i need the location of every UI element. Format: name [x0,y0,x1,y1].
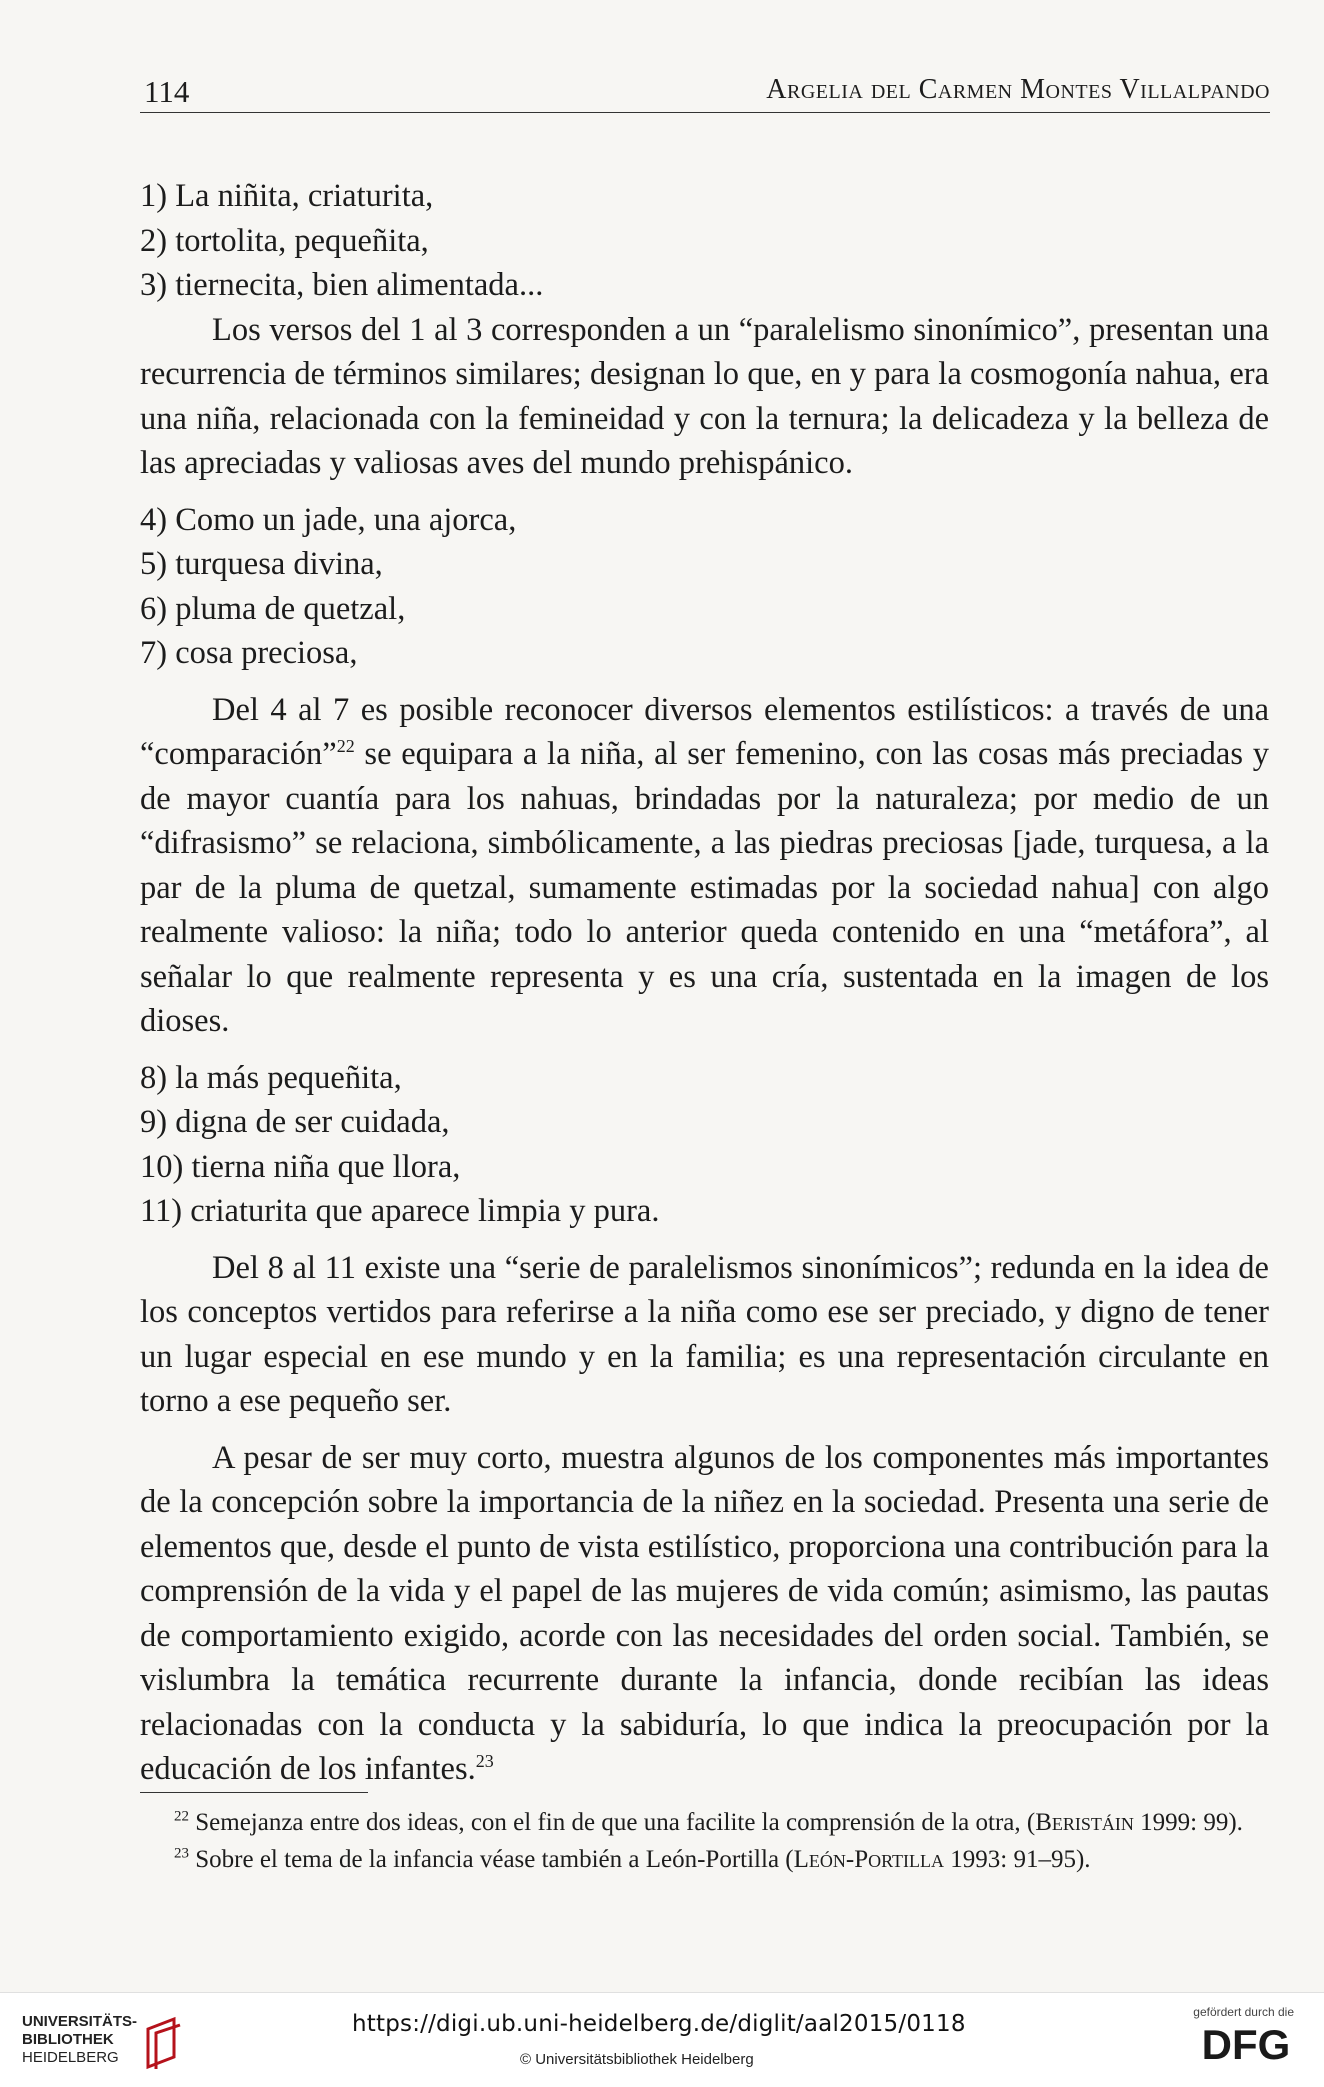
body-text [140,174,1269,1792]
verse-line: 2) tortolita, pequeñita, [140,222,429,259]
paragraph-3: Del 8 al 11 existe una “serie de paralelismos sinonímicos”; redunda en la idea de los conceptos vertidos para referirse a la niña como ese ser preciado, y digno de tener un lugar especial en ese mundo y en la familia; es una representación circulante en torno a ese pequeño ser. [140,1249,1269,1419]
copyright-notice: © Universitätsbibliothek Heidelberg [520,2051,754,2068]
verse-line: 3) tiernecita, bien alimentada... [140,267,544,303]
permalink-url[interactable]: https://digi.ub.uni-heidelberg.de/diglit/aal2015/0118 [352,2011,966,2037]
verse-line: 9) digna de ser cuidada, [140,1104,450,1140]
library-name-line3: HEIDELBERG [22,2049,119,2066]
university-library-logo[interactable] [22,2013,192,2071]
library-name [22,2013,137,2067]
paragraph-4 [140,1436,1269,1792]
verse-group-1 [140,174,1269,308]
footnote-number: 23 [174,1845,189,1862]
verse-line: 6) pluma de quetzal, [140,590,406,627]
library-name-line1: UNIVERSITÄTS- [22,2013,138,2030]
library-mark-icon [140,2015,186,2071]
paragraph-2-start: Del 4 al 7 es posible reconocer diversos elementos estilísticos: a través de una “comparación” [140,691,1269,772]
footnote-number: 22 [174,1808,189,1825]
header-rule [140,112,1270,113]
verse-line: 11) criaturita que aparece limpia y pura. [140,1193,660,1229]
paragraph-4-text: A pesar de ser muy corto, muestra algunos de los componentes más importantes de la concepción sobre la importancia de la niñez en la sociedad. Presenta una serie de elementos que, desde el punto de vista estilístico, proporciona una contribución para la comprensión de la vida y el papel de las mujeres de vida común; asimismo, las pautas de comportamiento exigido, acorde con las necesidades del orden social. También, se vislumbra la temática recurrente durante la infancia, donde recibían las ideas relacionadas con la conducta y la sabiduría, lo que indica la preocupación por la educación de los infantes. [140,1439,1269,1787]
paragraph-1: Los versos del 1 al 3 corresponden a un “paralelismo sinonímico”, presentan una recurrencia de términos similares; designan lo que, en y para la cosmogonía nahua, era una niña, relacionada con la femineidad y con la ternura; la delicadeza y la belleza de las apreciadas y valiosas aves del mundo prehispánico. [140,311,1269,481]
verse-line: 5) turquesa divina, [140,546,383,582]
verse-group-2 [140,498,1269,676]
page-number: 114 [144,74,190,109]
footnote-rule [140,1792,368,1793]
footnote-ref-23[interactable]: 23 [475,1751,494,1772]
footnote-author: Beristáin [1035,1809,1134,1836]
footnote-text: Semejanza entre dos ideas, con el fin de que una facilite la comprensión de la otra, ( [195,1809,1036,1836]
dfg-logo-icon[interactable] [1196,2021,1296,2065]
footnote-text: Sobre el tema de la infancia véase también a León-Portilla ( [195,1846,794,1873]
footnote-23 [140,1843,1269,1876]
footnote-22 [140,1806,1269,1839]
verse-line: 8) la más pequeñita, [140,1059,402,1096]
footnote-tail: 1999: 99). [1133,1809,1243,1836]
footnotes [140,1806,1269,1880]
verse-group-3 [140,1056,1269,1234]
footnote-author: León-Portilla [793,1846,945,1873]
verse-line: 7) cosa preciosa, [140,635,358,671]
verse-line: 4) Como un jade, una ajorca, [140,501,517,538]
verse-line: 1) La niñita, criaturita, [140,178,434,214]
running-head: Argelia del Carmen Montes Villalpando [766,74,1270,105]
library-name-line2: BIBLIOTHEK [22,2031,114,2048]
dfg-logo-text: DFG [1201,2021,1291,2065]
footnote-tail: 1993: 91–95). [944,1846,1091,1873]
paragraph-2-end: se equipara a la niña, al ser femenino, con las cosas más preciadas y de mayor cuantía para los nahuas, brindadas por la naturaleza; por medio de un “difrasismo” se relaciona, simbólicamente, a las piedras preciosas [jade, turquesa, a la par de la pluma de quetzal, sumamente estimadas por la sociedad nahua] con algo realmente valioso: la niña; todo lo anterior queda contenido en una “metáfora”, al señalar lo que realmente representa y es una cría, sustentada en la imagen de los dioses. [140,736,1269,1039]
funding-note: gefördert durch die [1193,2005,1294,2019]
digitization-bar [0,1992,1324,2087]
verse-line: 10) tierna niña que llora, [140,1148,461,1185]
footnote-ref-22[interactable]: 22 [336,736,355,757]
paragraph-2 [140,688,1269,1044]
